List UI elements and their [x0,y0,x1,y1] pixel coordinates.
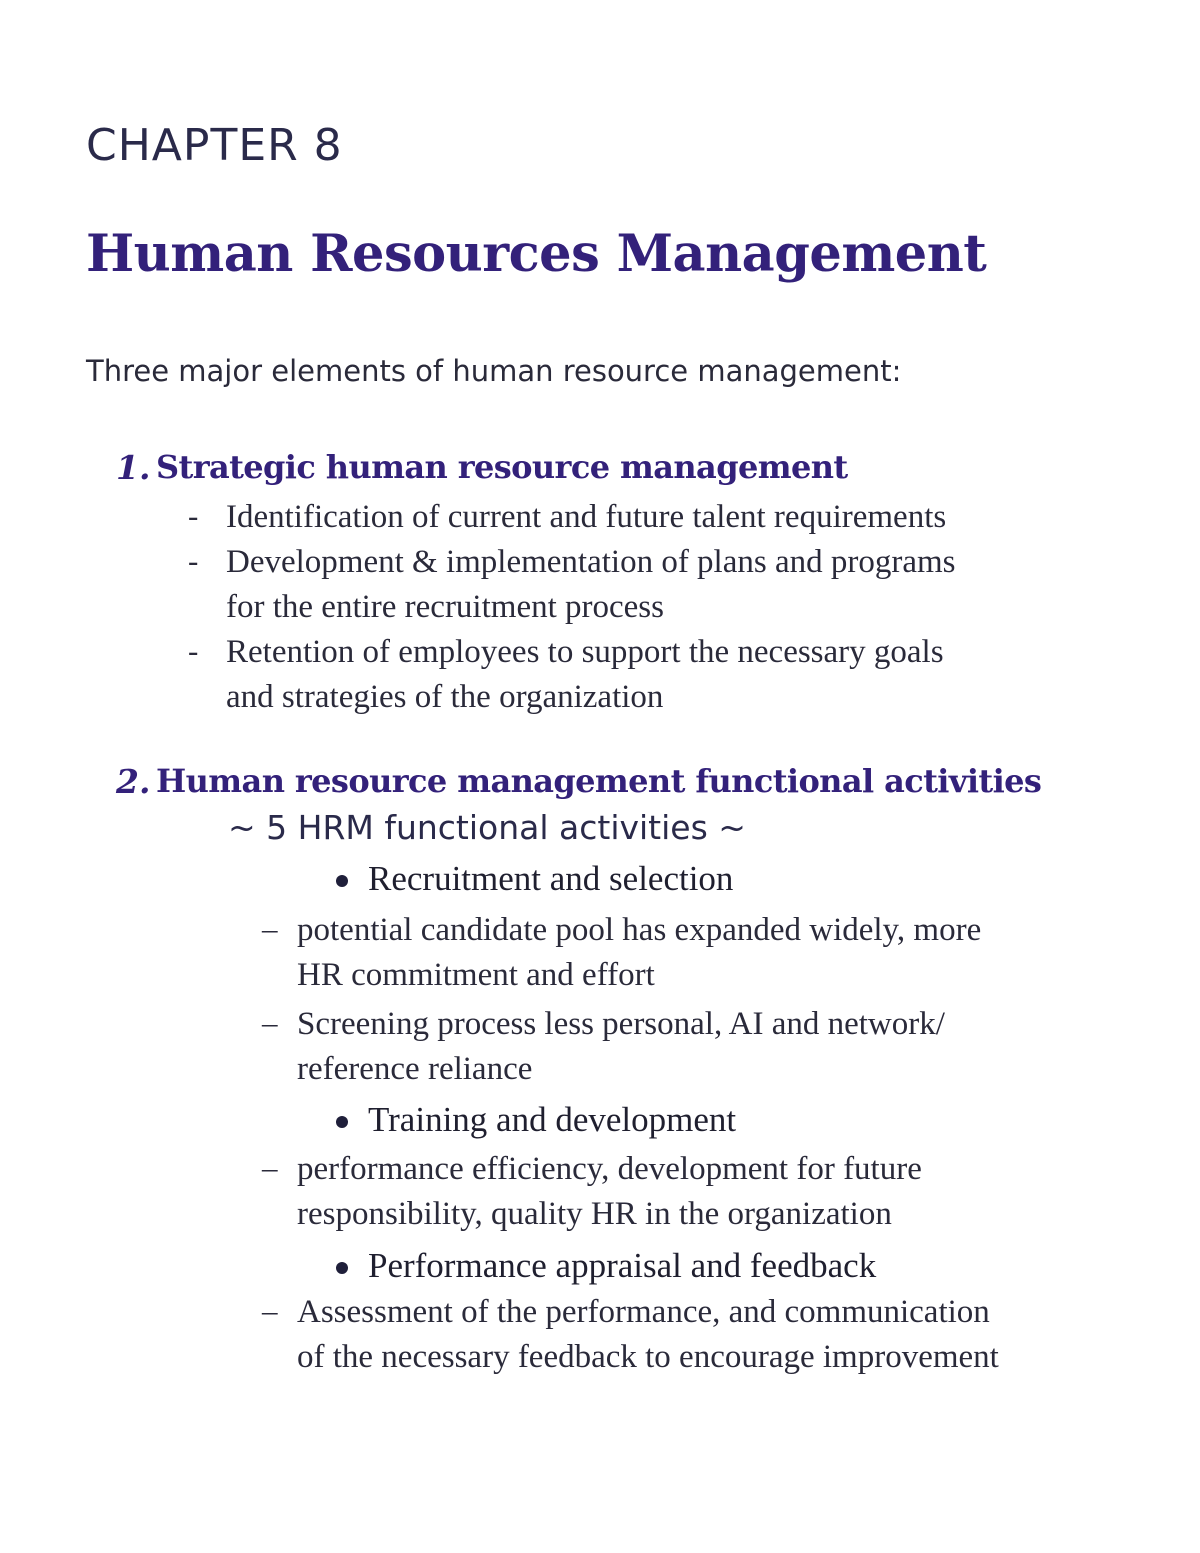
bullet-icon [336,1262,348,1274]
page-title: Human Resources Management [86,224,987,284]
section-2-number: 2. [116,762,151,801]
note-text: Screening process less personal, AI and network/ [297,1006,945,1042]
section-1-title: Strategic human resource management [156,448,848,486]
intro-text: Three major elements of human resource management: [86,354,902,388]
chapter-label: CHAPTER 8 [86,120,343,171]
note-text-continued: reference reliance [297,1051,533,1087]
list-item-text: Development & implementation of plans and programs [226,544,956,580]
dash-marker: – [262,1293,278,1328]
note-text-continued: of the necessary feedback to encourage improvement [297,1339,999,1375]
dash-marker: – [262,911,278,946]
bullet-icon [336,875,348,887]
list-item-text-continued: and strategies of the organization [226,679,664,715]
section-2-subheading: ~ 5 HRM functional activities ~ [228,808,746,847]
note-text: Assessment of the performance, and communication [297,1294,990,1330]
list-item-text-continued: for the entire recruitment process [226,589,664,625]
dash-marker: - [188,498,199,533]
dash-marker: - [188,633,199,668]
dash-marker: - [188,543,199,578]
list-item-text: Retention of employees to support the necessary goals [226,634,944,670]
note-text: potential candidate pool has expanded widely, more [297,912,982,948]
dash-marker: – [262,1005,278,1040]
section-2-title: Human resource management functional activities [156,762,1042,800]
activity-label: Performance appraisal and feedback [368,1246,877,1285]
section-1-number: 1. [116,448,151,487]
list-item-text: Identification of current and future talent requirements [226,499,947,535]
activity-label: Recruitment and selection [368,859,734,898]
note-text-continued: HR commitment and effort [297,957,655,993]
bullet-icon [336,1116,348,1128]
note-text: performance efficiency, development for future [297,1151,922,1187]
activity-label: Training and development [368,1100,737,1139]
note-text-continued: responsibility, quality HR in the organization [297,1196,892,1232]
dash-marker: – [262,1150,278,1185]
